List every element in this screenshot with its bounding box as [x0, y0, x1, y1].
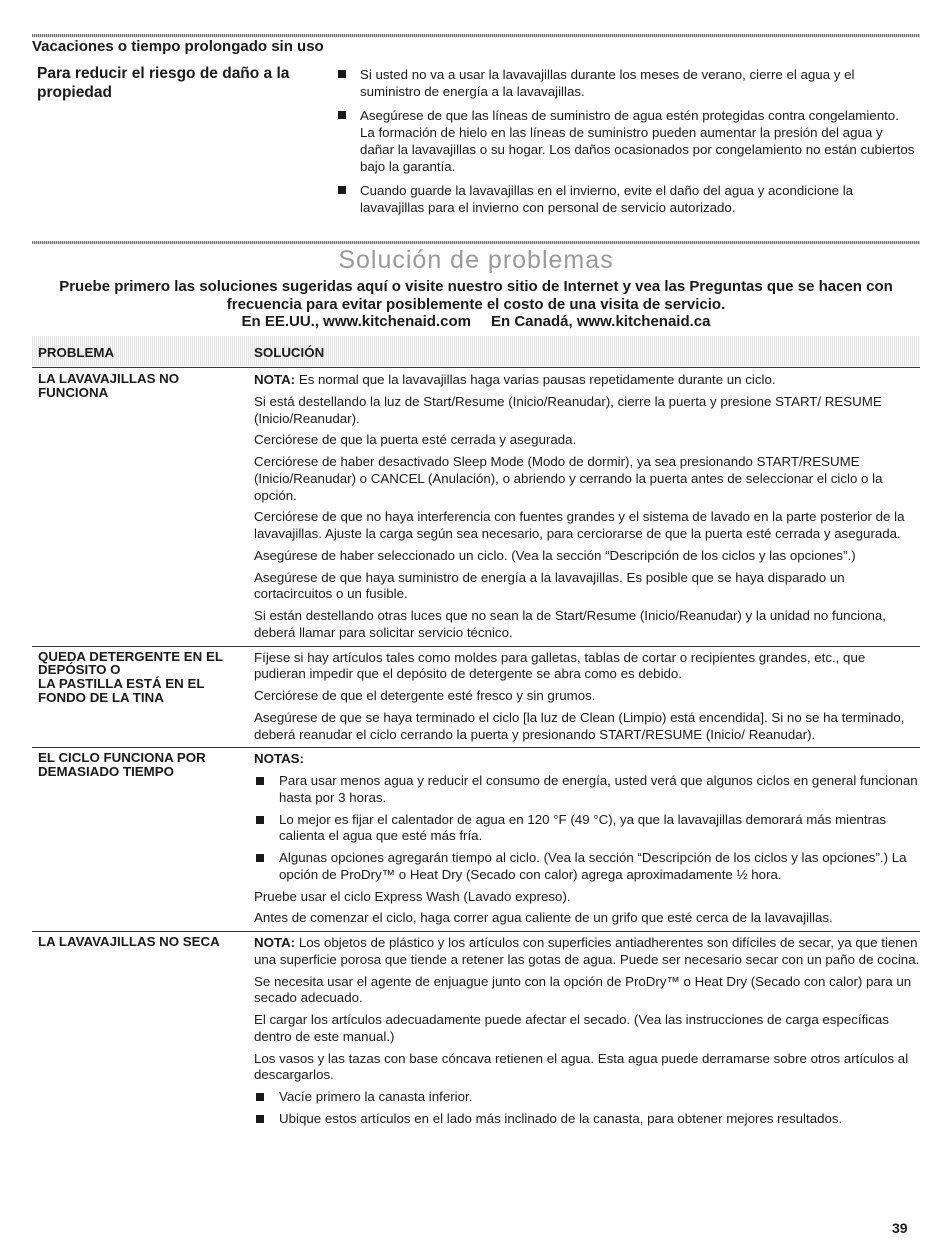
vacations-heading: Vacaciones o tiempo prolongado sin uso	[32, 38, 324, 55]
square-bullet-icon	[338, 111, 346, 119]
solution-cell	[254, 935, 920, 1128]
list-item: Vacíe primero la canasta inferior.	[254, 1089, 920, 1106]
solution-paragraph: Fíjese si hay artículos tales como moldes para galletas, tablas de cortar o recipientes grandes, etc., que pudieran impedir que el depósito de detergente se abra como es debido.	[254, 649, 866, 682]
solution-paragraph: Pruebe usar el ciclo Express Wash (Lavado expreso).	[254, 888, 571, 904]
square-bullet-icon	[338, 70, 346, 78]
solution-cell	[254, 751, 920, 927]
website-line	[32, 313, 920, 331]
top-divider	[32, 34, 920, 37]
column-header-problem: PROBLEMA	[38, 345, 115, 360]
solution-paragraph: Antes de comenzar el ciclo, haga correr agua caliente de un grifo que esté cerca de la lavavajillas.	[254, 910, 833, 926]
table-row	[32, 748, 920, 932]
solution-paragraph: Si está destellando la luz de Start/Resume (Inicio/Reanudar), cierre la puerta y presione START/ RESUME (Inicio/Reanudar).	[254, 393, 882, 426]
solution-paragraph: El cargar los artículos adecuadamente puede afectar el secado. (Vea las instrucciones de carga específicas dentro de este manual.)	[254, 1012, 889, 1044]
website-canada: En Canadá, www.kitchenaid.ca	[490, 313, 711, 331]
list-item: Cuando guarde la lavavajillas en el invierno, evite el daño del agua y acondicione la lavavajillas para el invierno con personal de servicio autorizado.	[335, 182, 915, 217]
problem-cell: LA LAVAVAJILLAS NO FUNCIONA	[38, 371, 180, 400]
list-item: Ubique estos artículos en el lado más inclinado de la canasta, para obtener mejores resultados.	[254, 1111, 920, 1128]
solution-paragraph: Si están destellando otras luces que no sean la de Start/Resume (Inicio/Reanudar) y la unidad no funciona, deberá llamar para solicitar servicio técnico.	[254, 608, 886, 640]
problem-cell: LA LAVAVAJILLAS NO SECA	[38, 934, 220, 949]
list-item: Algunas opciones agregarán tiempo al ciclo. (Vea la sección “Descripción de los ciclos y las opciones”.) La opción de ProDry™ o Heat Dry (Secado con calor) agrega aproximadamente ½ hora.	[254, 850, 920, 884]
website-us: En EE.UU., www.kitchenaid.com	[241, 313, 471, 331]
table-row	[32, 369, 920, 647]
square-bullet-icon	[256, 816, 264, 824]
vacations-subheading: Para reducir el riesgo de daño a la propiedad	[37, 65, 290, 101]
list-item: Lo mejor es fijar el calentador de agua en 120 °F (49 °C), ya que la lavavajillas demorará más mientras calienta el agua que esté más fría.	[254, 812, 920, 846]
page-number: 39	[892, 1220, 908, 1236]
list-item: Asegúrese de que las líneas de suministro de agua estén protegidas contra congelamiento. La formación de hielo en las líneas de suministro pueden aumentar la presión del agua y dañar la lavavajillas o su hogar. Los daños ocasionados por congelamiento no están cubiertos bajo la garantía.	[335, 107, 915, 176]
intro-line: Pruebe primero las soluciones sugeridas aquí o visite nuestro sitio de Internet y vea las Preguntas que se hacen con	[59, 278, 893, 295]
troubleshooting-intro	[32, 278, 920, 331]
solution-paragraph: Asegúrese de que haya suministro de energía a la lavavajillas. Es posible que se haya disparado un cortacircuitos o un fusible.	[254, 569, 845, 602]
section-divider	[32, 241, 920, 244]
table-row	[32, 932, 920, 1132]
header-rule	[32, 367, 920, 368]
problem-cell: QUEDA DETERGENTE EN EL DEPÓSITO O LA PASTILLA ESTÁ EN EL FONDO DE LA TINA	[38, 648, 223, 706]
list-item: Si usted no va a usar la lavavajillas durante los meses de verano, cierre el agua y el suministro de energía a la lavavajillas.	[335, 66, 915, 101]
troubleshooting-table	[32, 369, 920, 1132]
troubleshooting-title: Solución de problemas	[338, 246, 614, 274]
solution-paragraph: Asegúrese de haber seleccionado un ciclo. (Vea la sección “Descripción de los ciclos y las opciones”.)	[254, 547, 856, 563]
solution-paragraph: Se necesita usar el agente de enjuague junto con la opción de ProDry™ o Heat Dry (Secado con calor) para un secado adecuado.	[254, 973, 912, 1006]
solution-cell	[254, 372, 920, 642]
table-header-band	[32, 336, 920, 366]
page	[32, 0, 920, 1244]
square-bullet-icon	[338, 186, 346, 194]
square-bullet-icon	[256, 854, 264, 862]
solution-paragraph: Cerciórese de que la puerta esté cerrada y asegurada.	[254, 432, 577, 448]
table-row	[32, 647, 920, 749]
column-header-solution: SOLUCIÓN	[254, 345, 325, 360]
square-bullet-icon	[256, 1115, 264, 1123]
vacations-list	[335, 66, 915, 222]
solution-cell	[254, 650, 920, 744]
note-paragraph: NOTA: Es normal que la lavavajillas haga varias pausas repetidamente durante un ciclo.	[254, 372, 776, 387]
solution-paragraph: Cerciórese de que el detergente esté fresco y sin grumos.	[254, 688, 596, 703]
square-bullet-icon	[256, 1093, 264, 1101]
square-bullet-icon	[256, 777, 264, 785]
notes-label: NOTAS:	[254, 751, 304, 767]
solution-paragraph: Cerciórese de que no haya interferencia con fuentes grandes y el sistema de lavado en la parte posterior de la lavavajillas. Ajuste la carga según sea necesario, para cerciorarse de que la puerta esté cerrada y asegurada.	[254, 509, 905, 541]
solution-paragraph: Cerciórese de haber desactivado Sleep Mode (Modo de dormir), ya sea presionando START/RESUME (Inicio/Reanudar) o CANCEL (Anulación), o abriendo y cerrando la puerta antes de seleccionar el ciclo o la opción.	[254, 454, 883, 503]
intro-line: frecuencia para evitar posiblemente el costo de una visita de servicio.	[226, 295, 726, 313]
problem-cell: EL CICLO FUNCIONA POR DEMASIADO TIEMPO	[38, 750, 206, 780]
list-item: Para usar menos agua y reducir el consumo de energía, usted verá que algunos ciclos en general funcionan hasta por 3 horas.	[254, 773, 920, 807]
note-paragraph: NOTA: Los objetos de plástico y los artículos con superficies antiadherentes son difíciles de secar, ya que tienen una superficie porosa que tiende a retener las gotas de agua. Puede ser necesario secar con un paño de cocina.	[254, 935, 920, 967]
solution-paragraph: Asegúrese de que se haya terminado el ciclo [la luz de Clean (Limpio) está encendida]. Si no se ha terminado, deberá reanudar el ciclo cerrando la puerta y presionando START/RESUME (Inicio/ Reanudar).	[254, 709, 905, 742]
solution-paragraph: Los vasos y las tazas con base cóncava retienen el agua. Esta agua puede derramarse sobre otros artículos al descargarlos.	[254, 1050, 909, 1083]
